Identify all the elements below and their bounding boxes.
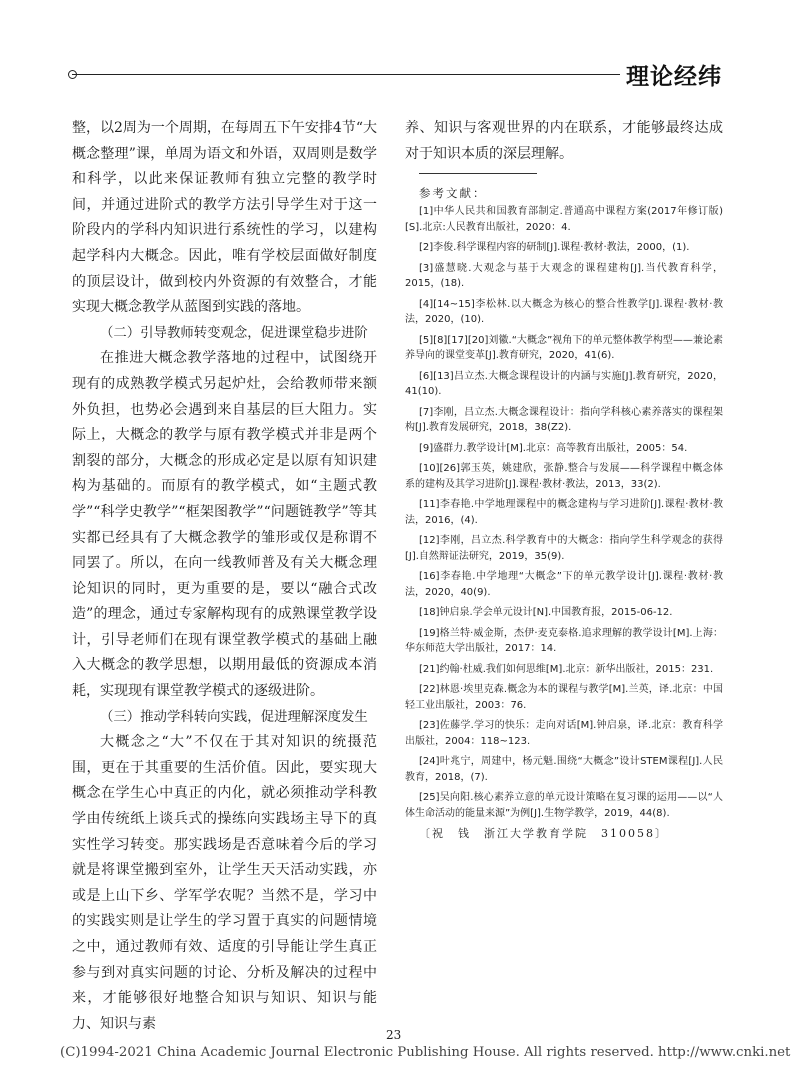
section-heading: （二）引导教师转变观念，促进课堂稳步进阶: [100, 325, 368, 341]
reference-item: [21]约翰·杜威.我们如何思维[M].北京：新华出版社，2015：231.: [419, 663, 714, 675]
reference-item: [7]李刚，吕立杰.大概念课程设计：指向学科核心素养落实的课程架构[J].教育发展研究，2018，38(Z2).: [405, 406, 723, 434]
reference-item: [25]吴向阳.核心素养立意的单元设计策略在复习课的运用——以“人体生命活动的能量来源”为例[J].生物学教学，2019，44(8).: [405, 792, 723, 819]
page-number: 23: [386, 1028, 402, 1042]
reference-item: [19]格兰特·威金斯，杰伊·麦克泰格.追求理解的教学设计[M].上海：华东师范大学出版社，2017：14.: [405, 627, 723, 655]
paragraph: 在推进大概念教学落地的过程中，试图绕开现有的成熟教学模式另起炉灶，会给教师带来额外负担，也势必会遇到来自基层的巨大阻力。实际上，大概念的教学与原有教学模式并非是两个割裂的部分，大概念的形成必定是以原有知识建构为基础的。而原有的教学模式，如“主题式教学”“科学史教学”“框架图教学”“问题链教学”等其实都已经具有了大概念教学的雏形或仅是称谓不同罢了。所以，在向一线教师普及有关大概念理论知识的同时，更为重要的是，要以“融合式改造”的理念，通过专家解构现有的成熟课堂教学设计，引导老师们在现有课堂教学模式的基础上融入大概念的教学思想，以期用最低的资源成本消耗，实现现有课堂教学模式的逐级进阶。: [72, 350, 377, 700]
reference-item: [12]李刚，吕立杰.科学教育中的大概念：指向学生科学观念的获得[J].自然辩证法研究，2019，35(9).: [405, 535, 723, 562]
reference-item: [16]李春艳.中学地理“大概念”下的单元教学设计[J].课程·教材·教法，2020，40(9).: [405, 571, 723, 598]
paragraph: 养、知识与客观世界的内在联系，才能够最终达成对于知识本质的深层理解。: [405, 120, 723, 162]
reference-item: [2]李俊.科学课程内容的研制[J].课程·教材·教法，2000，(1).: [419, 242, 690, 254]
right-column: [405, 116, 723, 842]
reference-item: [4][14~15]李松林.以大概念为核心的整合性教学[J].课程·教材·教法，2020，(10).: [405, 298, 723, 326]
section-title: 理论经纬: [626, 64, 722, 90]
reference-item: [1]中华人民共和国教育部制定.普通高中课程方案(2017年修订版)[S].北京:人民教育出版社，2020：4.: [405, 206, 723, 233]
references-rule: [419, 173, 537, 174]
reference-item: [18]钟启泉.学会单元设计[N].中国教育报，2015-06-12.: [419, 607, 673, 619]
references-title: 参考文献：: [419, 186, 487, 201]
reference-item: [11]李春艳.中学地理课程中的概念建构与学习进阶[J].课程·教材·教法，2016，(4).: [405, 499, 723, 526]
author-affiliation: 〔祝 钱 浙江大学教育学院 310058〕: [419, 827, 668, 841]
header-rule: [72, 74, 620, 75]
reference-item: [5][8][17][20]刘徽.“大概念”视角下的单元整体教学构型——兼论素养导向的课堂变革[J].教育研究，2020，41(6).: [405, 334, 723, 362]
copyright-notice: (C)1994-2021 China Academic Journal Electronic Publishing House. All rights reserved. http://www.cnki.net: [60, 1045, 791, 1060]
reference-item: [3]盛慧晓.大观念与基于大观念的课程建构[J].当代教育科学，2015，(18).: [405, 262, 723, 290]
left-column: [72, 116, 377, 1037]
reference-item: [9]盛群力.教学设计[M].北京：高等教育出版社，2005：54.: [419, 442, 688, 454]
paragraph: 整，以2周为一个周期，在每周五下午安排4节“大概念整理”课，单周为语文和外语，双周则是数学和科学，以此来保证教师有独立完整的教学时间，并通过进阶式的教学方法引导学生对于这一阶段内的学科内知识进行系统性的学习，以建构起学科内大概念。因此，唯有学校层面做好制度的顶层设计，做到校内外资源的有效整合，才能实现大概念教学从蓝图到实践的落地。: [72, 120, 377, 316]
reference-item: [10][26]郭玉英，姚建欣，张静.整合与发展——科学课程中概念体系的建构及其学习进阶[J].课程·教材·教法，2013，33(2).: [405, 463, 723, 490]
reference-item: [6][13]吕立杰.大概念课程设计的内涵与实施[J].教育研究，2020，41(10).: [405, 370, 723, 398]
section-heading: （三）推动学科转向实践，促进理解深度发生: [100, 709, 368, 725]
paragraph: 大概念之“大”不仅在于其对知识的统摄范围，更在于其重要的生活价值。因此，要实现大概念在学生心中真正的内化，就必须推动学科教学由传统纸上谈兵式的操练向实践场主导下的真实性学习转变。那实践场是否意味着今后的学习就是将课堂搬到室外，让学生天天活动实践，亦或是上山下乡、学军学农呢？当然不是，学习中的实践实则是让学生的学习置于真实的问题情境之中，通过教师有效、适度的引导能让学生真正参与到对真实问题的讨论、分析及解决的过程中来，才能够很好地整合知识与知识、知识与能力、知识与素: [72, 734, 377, 1032]
reference-item: [23]佐藤学.学习的快乐：走向对话[M].钟启泉，译.北京：教育科学出版社，2004：118~123.: [405, 720, 723, 747]
reference-item: [24]叶兆宁，周建中，杨元魁.围绕“大概念”设计STEM课程[J].人民教育，2018，(7).: [405, 756, 723, 783]
references-list: [405, 204, 723, 821]
reference-item: [22]林恩·埃里克森.概念为本的课程与教学[M].兰英，译.北京：中国轻工业出版社，2003：76.: [405, 684, 723, 711]
